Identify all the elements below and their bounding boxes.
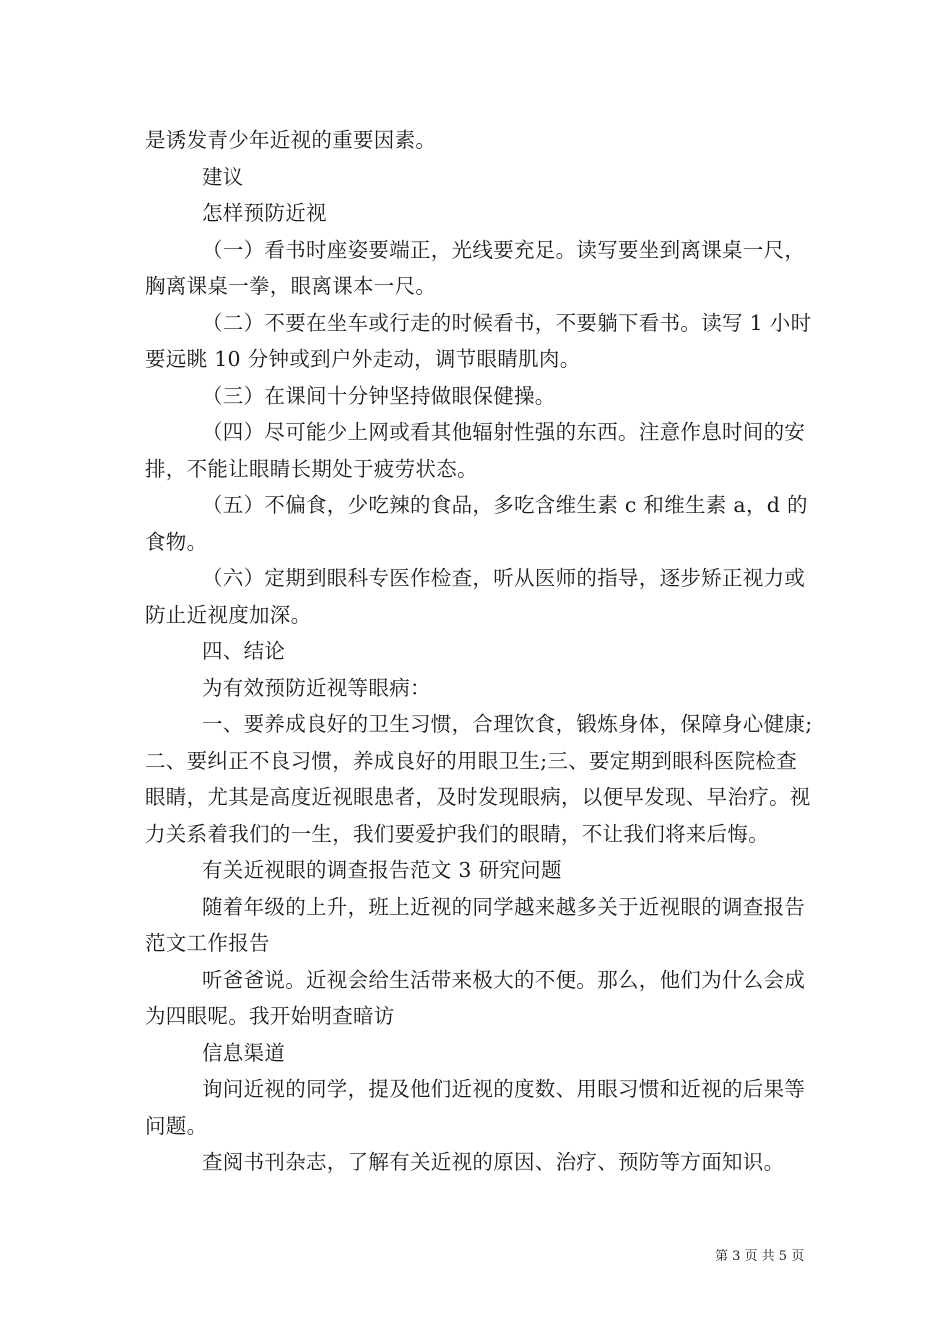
page-number: 第 3 页 共 5 页	[715, 1249, 805, 1264]
paragraph: 有关近视眼的调查报告范文 3 研究问题	[202, 858, 562, 882]
paragraph: （四）尽可能少上网或看其他辐射性强的东西。注意作息时间的安排，不能让眼睛长期处于疲劳状态。	[145, 420, 806, 481]
paragraph: （三）在课间十分钟坚持做眼保健操。	[202, 383, 556, 408]
paragraph: （六）定期到眼科专医作检查，听从医师的指导，逐步矫正视力或防止近视度加深。	[145, 566, 806, 627]
paragraph: 是诱发青少年近视的重要因素。	[145, 128, 437, 152]
paragraph: 怎样预防近视	[202, 201, 327, 225]
paragraph: 询问近视的同学，提及他们近视的度数、用眼习惯和近视的后果等问题。	[145, 1077, 806, 1138]
paragraph: （一）看书时座姿要端正，光线要充足。读写要坐到离课桌一尺，胸离课桌一拳，眼离课本一尺。	[145, 237, 806, 298]
paragraph: （五）不偏食，少吃辣的食品，多吃含维生素 c 和维生素 a，d 的食物。	[145, 493, 808, 554]
section-heading: 四、结论	[202, 639, 286, 663]
paragraph: 听爸爸说。近视会给生活带来极大的不便。那么，他们为什么会成为四眼呢。我开始明查暗访	[145, 967, 806, 1028]
paragraph: 随着年级的上升，班上近视的同学越来越多关于近视眼的调查报告范文工作报告	[145, 894, 806, 955]
paragraph: （二）不要在坐车或行走的时候看书，不要躺下看书。读写 1 小时要远眺 10 分钟或到户外走动，调节眼睛肌肉。	[145, 310, 812, 371]
paragraph: 信息渠道	[202, 1040, 286, 1065]
paragraph: 一、要养成良好的卫生习惯，合理饮食，锻炼身体，保障身心健康;二、要纠正不良习惯，养成良好的用眼卫生;三、要定期到眼科医院检查眼睛，尤其是高度近视眼患者，及时发现眼病，以便早发现、早治疗。视力关系着我们的一生，我们要爱护我们的眼睛，不让我们将来后悔。	[145, 712, 813, 846]
document-body	[145, 122, 815, 1181]
paragraph: 建议	[202, 164, 244, 189]
paragraph: 查阅书刊杂志，了解有关近视的原因、治疗、预防等方面知识。	[202, 1150, 785, 1174]
paragraph: 为有效预防近视等眼病：	[202, 675, 431, 700]
